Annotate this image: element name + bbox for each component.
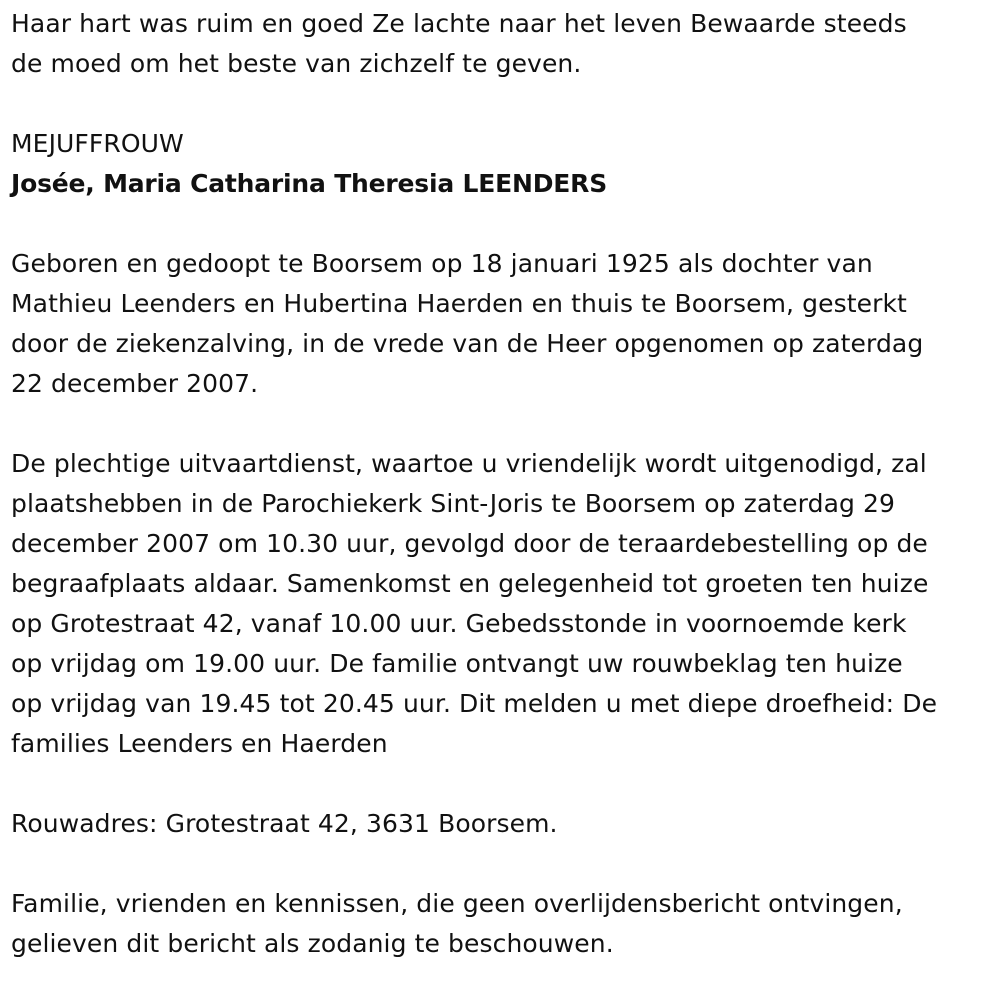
birth-paragraph bbox=[11, 244, 991, 404]
funeral-line-4: begraafplaats aldaar. Samenkomst en gelegenheid tot groeten ten huize bbox=[11, 569, 929, 598]
poem-paragraph bbox=[11, 4, 991, 84]
spacer bbox=[11, 404, 991, 444]
closing-line-2: gelieven dit bericht als zodanig te beschouwen. bbox=[11, 929, 614, 958]
birth-line-3: door de ziekenzalving, in de vrede van de Heer opgenomen op zaterdag bbox=[11, 329, 924, 358]
poem-line-2: de moed om het beste van zichzelf te geven. bbox=[11, 49, 582, 78]
obituary-document bbox=[11, 4, 991, 964]
honorific-title: MEJUFFROUW bbox=[11, 129, 184, 158]
funeral-line-7: op vrijdag van 19.45 tot 20.45 uur. Dit melden u met diepe droefheid: De bbox=[11, 689, 938, 718]
funeral-line-1: De plechtige uitvaartdienst, waartoe u vriendelijk wordt uitgenodigd, zal bbox=[11, 449, 927, 478]
funeral-paragraph bbox=[11, 444, 991, 764]
spacer bbox=[11, 204, 991, 244]
closing-line-1: Familie, vrienden en kennissen, die geen overlijdensbericht ontvingen, bbox=[11, 889, 903, 918]
funeral-line-2: plaatshebben in de Parochiekerk Sint-Joris te Boorsem op zaterdag 29 bbox=[11, 489, 896, 518]
birth-line-2: Mathieu Leenders en Hubertina Haerden en thuis te Boorsem, gesterkt bbox=[11, 289, 907, 318]
funeral-line-5: op Grotestraat 42, vanaf 10.00 uur. Gebedsstonde in voornoemde kerk bbox=[11, 609, 907, 638]
funeral-line-6: op vrijdag om 19.00 uur. De familie ontvangt uw rouwbeklag ten huize bbox=[11, 649, 903, 678]
poem-line-1: Haar hart was ruim en goed Ze lachte naar het leven Bewaarde steeds bbox=[11, 9, 907, 38]
closing-paragraph bbox=[11, 884, 991, 964]
funeral-line-3: december 2007 om 10.30 uur, gevolgd door de teraardebestelling op de bbox=[11, 529, 928, 558]
spacer bbox=[11, 844, 991, 884]
birth-line-4: 22 december 2007. bbox=[11, 369, 259, 398]
mourning-address: Rouwadres: Grotestraat 42, 3631 Boorsem. bbox=[11, 809, 558, 838]
spacer bbox=[11, 84, 991, 124]
funeral-line-8: families Leenders en Haerden bbox=[11, 729, 388, 758]
deceased-name: Josée, Maria Catharina Theresia LEENDERS bbox=[11, 169, 608, 198]
birth-line-1: Geboren en gedoopt te Boorsem op 18 januari 1925 als dochter van bbox=[11, 249, 873, 278]
spacer bbox=[11, 764, 991, 804]
